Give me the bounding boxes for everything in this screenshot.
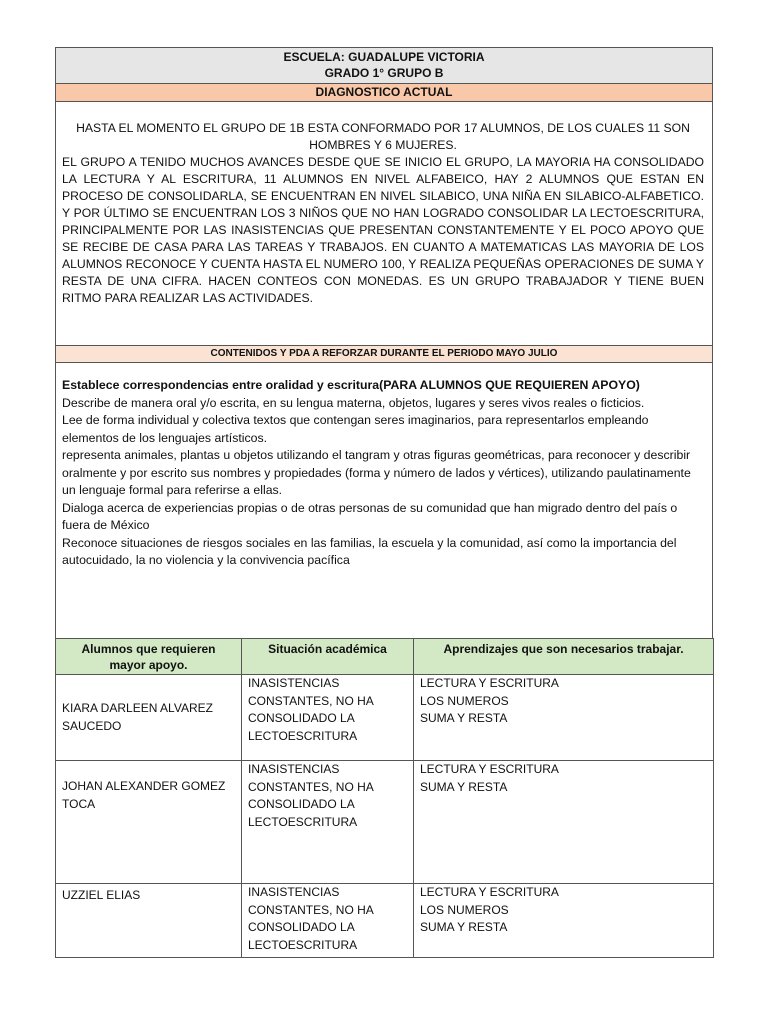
diagnostic-text	[55, 101, 713, 345]
contents-title: CONTENIDOS Y PDA A REFORZAR DURANTE EL PERIODO MAYO JULIO	[55, 345, 713, 362]
student-name: JOHAN ALEXANDER GOMEZ TOCA	[56, 761, 242, 884]
situation-line: CONSOLIDADO LA	[248, 920, 355, 934]
learning-line: SUMA Y RESTA	[420, 779, 508, 794]
learning-line: LECTURA Y ESCRITURA	[420, 676, 559, 690]
required-learning	[414, 761, 714, 884]
academic-situation	[242, 884, 414, 958]
contents-item: Describe de manera oral y/o escrita, en su lengua materna, objetos, lugares y seres vivos reales o ficticios.	[62, 395, 645, 410]
column-header-situation: Situación académica	[242, 639, 414, 675]
grade-group: GRADO 1° GRUPO B	[324, 66, 444, 80]
column-header-learning: Aprendizajes que son necesarios trabajar.	[414, 639, 714, 675]
situation-line: LECTOESCRITURA	[248, 814, 358, 829]
student-name: KIARA DARLEEN ALVAREZ SAUCEDO	[56, 675, 242, 761]
situation-line: CONSOLIDADO LA	[248, 797, 355, 811]
contents-section	[55, 362, 713, 638]
academic-situation	[242, 675, 414, 761]
situation-line: INASISTENCIAS	[248, 762, 340, 776]
situation-line: INASISTENCIAS	[248, 885, 340, 899]
situation-line: CONSTANTES, NO HA	[248, 779, 374, 794]
document	[55, 47, 713, 958]
academic-situation	[242, 761, 414, 884]
table-header-row	[56, 639, 714, 675]
learning-line: LOS NUMEROS	[420, 693, 509, 708]
learning-line: SUMA Y RESTA	[420, 920, 508, 934]
diagnostic-title: DIAGNOSTICO ACTUAL	[55, 83, 713, 101]
contents-item: Reconoce situaciones de riesgos sociales en las familias, la escuela y la comunidad, así como la importancia del autocuidado, la no violencia y la convivencia pacífica	[62, 535, 677, 567]
situation-line: LECTOESCRITURA	[248, 728, 358, 743]
contents-item: representa animales, plantas u objetos utilizando el tangram y otras figuras geométricas, para reconocer y describir oralmente y por escrito sus nombres y propiedades (forma y número de lados y vértices), utilizando paulatinamente un lenguaje formal para referirse a ellas.	[62, 448, 691, 497]
situation-line: CONSTANTES, NO HA	[248, 902, 374, 917]
situation-line: CONSOLIDADO LA	[248, 711, 355, 725]
situation-line: LECTOESCRITURA	[248, 937, 358, 952]
situation-line: INASISTENCIAS	[248, 676, 340, 690]
contents-item: Dialoga acerca de experiencias propias o de otras personas de su comunidad que han migrado dentro del país o fuera de México	[62, 500, 678, 532]
student-name: UZZIEL ELIAS	[56, 884, 242, 958]
table-row	[56, 761, 714, 884]
required-learning	[414, 675, 714, 761]
required-learning	[414, 884, 714, 958]
column-header-students: Alumnos que requieren mayor apoyo.	[56, 639, 242, 675]
contents-item: Lee de forma individual y colectiva textos que contengan seres imaginarios, para representarlos empleando elementos de los lenguajes artísticos.	[62, 413, 649, 445]
school-header	[55, 47, 713, 83]
diagnostic-paragraph-2: EL GRUPO A TENIDO MUCHOS AVANCES DESDE QUE SE INICIO EL GRUPO, LA MAYORIA HA CONSOLIDADO LA LECTURA Y AL ESCRITURA, 11 ALUMNOS EN NIVEL ALFABEICO, HAY 2 ALUMNOS QUE ESTAN EN PROCESO DE CONSOLIDARLA, SE ENCUENTRAN EN NIVEL SILABICO, UNA NIÑA EN SILABICO-ALFABETICO. Y POR ÚLTIMO SE ENCUENTRAN LOS 3 NIÑOS QUE NO HAN LOGRADO CONSOLIDAR LA LECTOESCRITURA, PRINCIPALMENTE POR LAS INASISTENCIAS QUE PRESENTAN CONSTANTEMENTE Y EL POCO APOYO QUE SE RECIBE DE CASA PARA LAS TAREAS Y TRABAJOS. EN CUANTO A MATEMATICAS LAS MAYORIA DE LOS ALUMNOS RECONOCE Y CUENTA HASTA EL NUMERO 100, Y REALIZA PEQUEÑAS OPERACIONES DE SUMA Y RESTA DE UNA CIFRA. HACEN CONTEOS CON MONEDAS. ES UN GRUPO TRABAJADOR Y TIENE BUEN RITMO PARA REALIZAR LAS ACTIVIDADES.	[62, 155, 704, 305]
diagnostic-paragraph-1: HASTA EL MOMENTO EL GRUPO DE 1B ESTA CONFORMADO POR 17 ALUMNOS, DE LOS CUALES 11 SON HOMBRES Y 6 MUJERES.	[76, 121, 690, 152]
table-row	[56, 675, 714, 761]
situation-line: CONSTANTES, NO HA	[248, 693, 374, 708]
learning-line: LECTURA Y ESCRITURA	[420, 762, 559, 776]
learning-line: SUMA Y RESTA	[420, 711, 508, 725]
learning-line: LECTURA Y ESCRITURA	[420, 885, 559, 899]
contents-subtitle: Establece correspondencias entre oralidad y escritura(PARA ALUMNOS QUE REQUIEREN APOYO)	[62, 378, 640, 392]
school-name: ESCUELA: GUADALUPE VICTORIA	[283, 50, 485, 64]
students-table	[55, 638, 714, 958]
table-row	[56, 884, 714, 958]
learning-line: LOS NUMEROS	[420, 902, 509, 917]
